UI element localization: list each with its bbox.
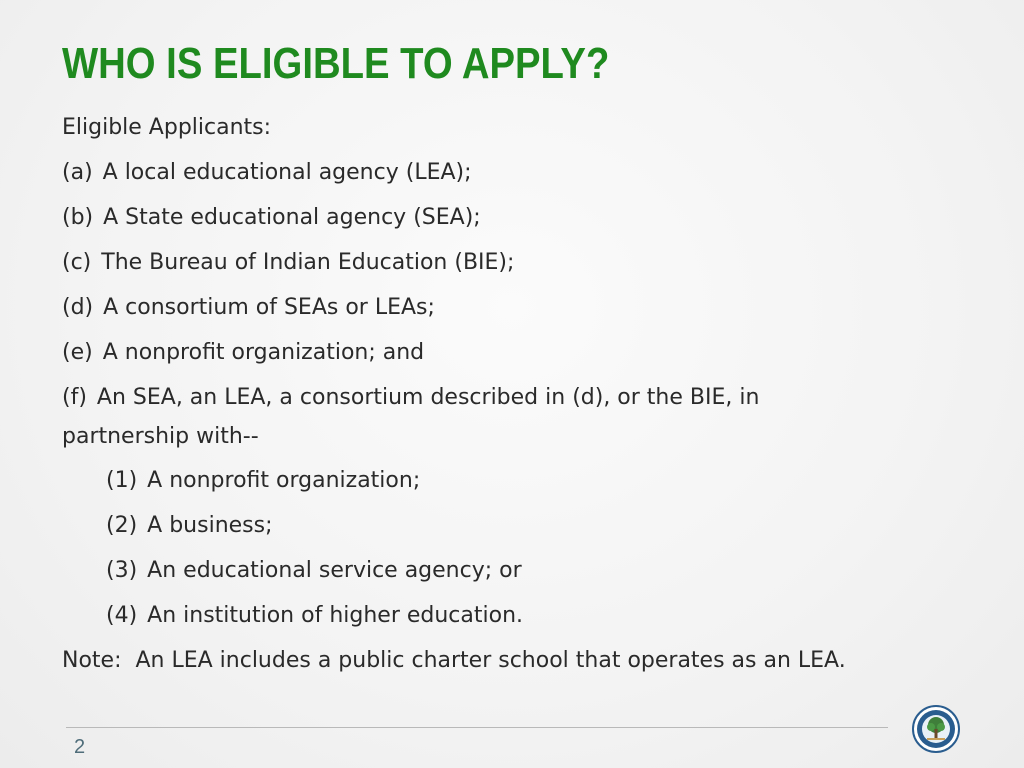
list-item: [62, 198, 481, 238]
list-item-label: (e): [62, 340, 93, 365]
slide-title: WHO IS ELIGIBLE TO APPLY?: [62, 39, 610, 88]
sub-list-item-text: An educational service agency; or: [147, 558, 522, 583]
sub-list-item-text: A business;: [147, 513, 273, 538]
footer-divider: [66, 727, 888, 728]
sub-list-item: [106, 596, 523, 636]
list-item: [62, 153, 472, 193]
list-item-label: (a): [62, 160, 93, 185]
department-of-education-seal-icon: [912, 705, 960, 753]
list-item: [62, 378, 759, 418]
list-item-text: A State educational agency (SEA);: [103, 205, 481, 230]
sub-list-item-text: An institution of higher education.: [147, 603, 524, 628]
list-item: [62, 243, 514, 283]
list-item-text: A nonprofit organization; and: [102, 340, 425, 365]
sub-list-item-label: (2): [106, 513, 138, 538]
sub-list-item: [106, 551, 522, 591]
sub-list-item: [106, 461, 420, 501]
list-item-label: (c): [62, 250, 92, 275]
list-item-label: (d): [62, 295, 94, 320]
list-item-text: The Bureau of Indian Education (BIE);: [101, 250, 515, 275]
sub-list-item-label: (4): [106, 603, 138, 628]
intro-text: Eligible Applicants:: [62, 115, 272, 140]
list-item-label: (b): [62, 205, 94, 230]
list-item-continuation: partnership with--: [62, 424, 259, 449]
page-number: 2: [74, 736, 86, 758]
list-item-text: A local educational agency (LEA);: [102, 160, 472, 185]
note-text: Note: An LEA includes a public charter school that operates as an LEA.: [62, 648, 846, 673]
list-item-label: (f): [62, 385, 87, 410]
list-item: [62, 288, 435, 328]
sub-list-item-text: A nonprofit organization;: [147, 468, 421, 493]
sub-list-item: [106, 506, 273, 546]
list-item-text: A consortium of SEAs or LEAs;: [103, 295, 435, 320]
list-item-text: An SEA, an LEA, a consortium described in (d), or the BIE, in: [96, 385, 760, 410]
list-item: [62, 333, 424, 373]
sub-list-item-label: (3): [106, 558, 138, 583]
sub-list-item-label: (1): [106, 468, 138, 493]
